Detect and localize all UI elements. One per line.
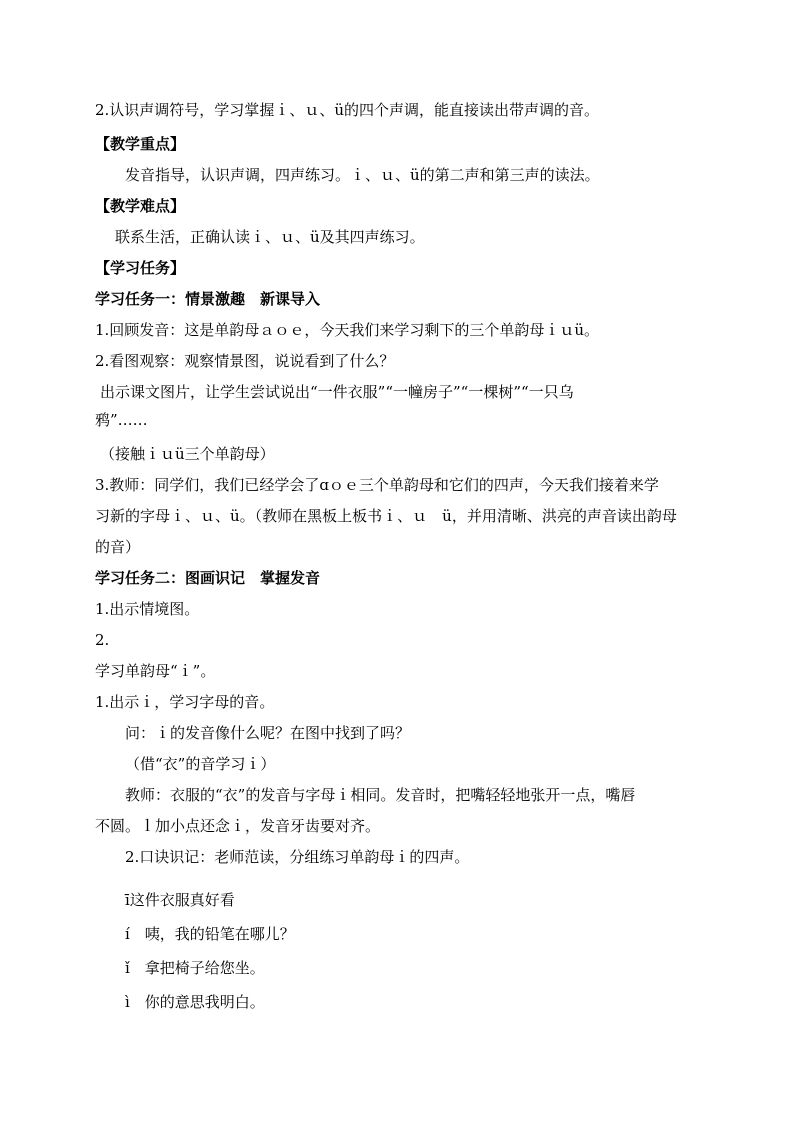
task1-item3-c: 的音）: [95, 538, 141, 556]
learn-i-teacher-b: 不圆。ｌ加小点还念ｉ，发音牙齿要对齐。: [95, 817, 381, 835]
learn-i-item1: 1.出示ｉ，学习字母的音。: [95, 693, 275, 711]
task1-item1: 1.回顾发音：这是单韵母ａｏｅ，今天我们来学习剩下的三个单韵母ｉｕü。: [95, 321, 599, 339]
learn-i-question: 问：ｉ的发音像什么呢？在图中找到了吗？: [125, 724, 411, 742]
learn-i-teacher-a: 教师：衣服的“衣”的发音与字母ｉ相同。发音时，把嘴轻轻地张开一点，嘴唇: [125, 786, 636, 804]
task1-item2: 2.看图观察：观察情景图，说说看到了什么？: [95, 352, 395, 370]
task2-item1: 1.出示情境图。: [95, 600, 200, 618]
difficulty-heading: 【教学难点】: [95, 197, 186, 215]
difficulty-text: 联系生活，正确认读ｉ、ｕ、ü及其四声练习。: [115, 228, 425, 246]
learn-i-heading: 学习单韵母“ｉ”。: [95, 662, 216, 680]
tasks-heading: 【学习任务】: [95, 259, 186, 277]
learn-i-hint: （借“衣”的音学习ｉ）: [125, 755, 276, 773]
task1-item2-detail-b: 鸦”……: [95, 411, 148, 429]
task2-heading: 学习任务二：图画识记 掌握发音: [95, 569, 321, 587]
tone-2-line: í 咦，我的铅笔在哪儿？: [125, 925, 295, 943]
tone-3-line: ǐ 拿把椅子给您坐。: [125, 959, 265, 977]
task1-item3-b: 习新的字母ｉ、ｕ、ü。（教师在黑板上板书ｉ、ｕ ü，并用清晰、洪亮的声音读出韵母: [95, 507, 677, 525]
objective-2: 2.认识声调符号，学习掌握ｉ、ｕ、ü的四个声调，能直接读出带声调的音。: [95, 101, 599, 119]
tone-1-line: ī这件衣服真好看: [125, 891, 235, 909]
task1-item2-detail-a: 出示课文图片，让学生尝试说出“一件衣服”“一幢房子”“一棵树”“一只乌: [100, 383, 574, 401]
task1-heading: 学习任务一：情景激趣 新课导入: [95, 290, 321, 308]
task1-note: （接触ｉｕü三个单韵母）: [100, 445, 275, 463]
learn-i-item2: 2.口诀识记：老师范读，分组练习单韵母ｉ的四声。: [125, 848, 470, 866]
task2-item2: 2.: [95, 631, 110, 649]
key-points-heading: 【教学重点】: [95, 135, 186, 153]
tone-4-line: ì 你的意思我明白。: [125, 993, 265, 1011]
key-points-text: 发音指导，认识声调，四声练习。ｉ、ｕ、ü的第二声和第三声的读法。: [125, 166, 600, 184]
task1-item3-a: 3.教师：同学们，我们已经学会了ɑｏｅ三个单韵母和它们的四声，今天我们接着来学: [95, 476, 659, 494]
